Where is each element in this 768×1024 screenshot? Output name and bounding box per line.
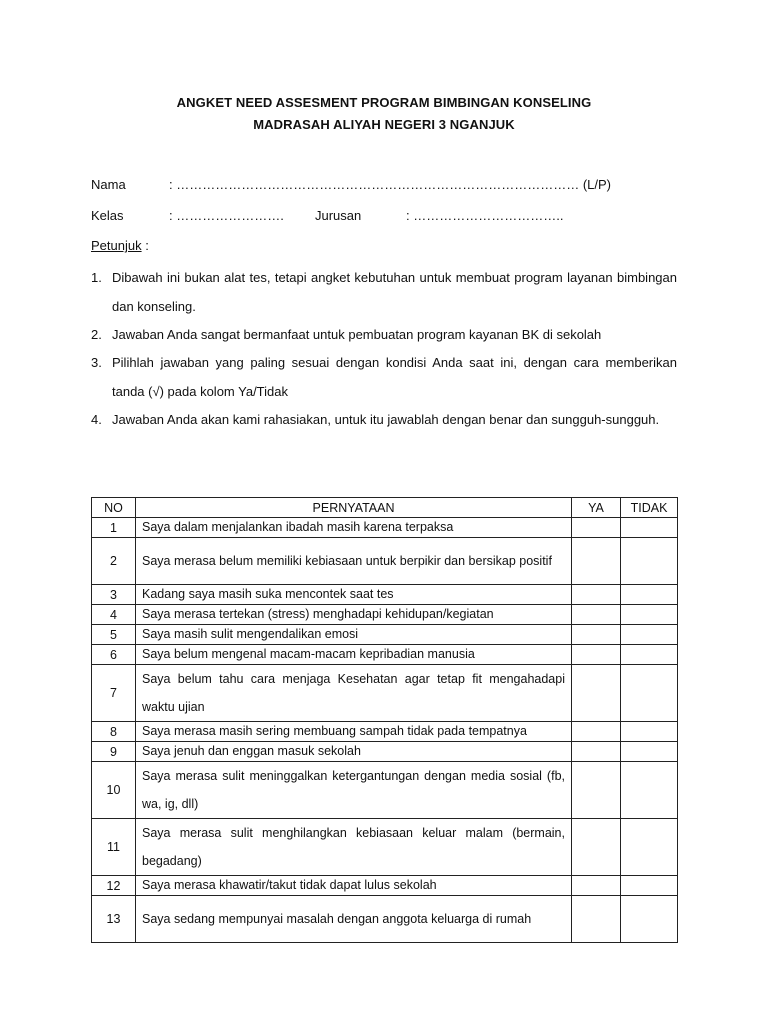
instruction-text: Jawaban Anda sangat bermanfaat untuk pembuatan program kayanan BK di sekolah (112, 327, 602, 342)
table-row (92, 722, 678, 742)
tidak-checkbox-cell[interactable] (621, 742, 678, 762)
table-row (92, 585, 678, 605)
ya-checkbox-cell[interactable] (572, 518, 621, 538)
instruction-number: 1. (91, 270, 102, 285)
instruction-item (91, 405, 677, 434)
header-ya: YA (572, 498, 621, 518)
row-statement: Saya merasa sulit menghilangkan kebiasaan keluar malam (bermain, begadang) (136, 819, 572, 876)
table-row (92, 762, 678, 819)
row-statement: Saya merasa masih sering membuang sampah tidak pada tempatnya (136, 722, 572, 742)
row-number: 11 (92, 819, 136, 876)
row-statement: Kadang saya masih suka mencontek saat tes (136, 585, 572, 605)
table-row (92, 819, 678, 876)
tidak-checkbox-cell[interactable] (621, 896, 678, 943)
row-number: 12 (92, 876, 136, 896)
tidak-checkbox-cell[interactable] (621, 538, 678, 585)
row-statement: Saya masih sulit mengendalikan emosi (136, 625, 572, 645)
header-no: NO (92, 498, 136, 518)
row-number: 5 (92, 625, 136, 645)
row-statement: Saya belum tahu cara menjaga Kesehatan agar tetap fit mengahadapi waktu ujian (136, 665, 572, 722)
instruction-number: 4. (91, 412, 102, 427)
row-number: 6 (92, 645, 136, 665)
row-statement: Saya sedang mempunyai masalah dengan anggota keluarga di rumah (136, 896, 572, 943)
table-row (92, 876, 678, 896)
ya-checkbox-cell[interactable] (572, 585, 621, 605)
row-statement: Saya merasa khawatir/takut tidak dapat lulus sekolah (136, 876, 572, 896)
row-number: 4 (92, 605, 136, 625)
row-number: 3 (92, 585, 136, 605)
row-number: 1 (92, 518, 136, 538)
tidak-checkbox-cell[interactable] (621, 518, 678, 538)
ya-checkbox-cell[interactable] (572, 742, 621, 762)
instruction-number: 3. (91, 355, 102, 370)
ya-checkbox-cell[interactable] (572, 665, 621, 722)
instruction-text: Jawaban Anda akan kami rahasiakan, untuk itu jawablah dengan benar dan sungguh-sungguh. (112, 412, 660, 427)
tidak-checkbox-cell[interactable] (621, 605, 678, 625)
instruction-item (91, 320, 677, 349)
document-subtitle: MADRASAH ALIYAH NEGERI 3 NGANJUK (253, 117, 515, 132)
table-row (92, 605, 678, 625)
tidak-checkbox-cell[interactable] (621, 665, 678, 722)
kelas-field[interactable]: : ……………………. (169, 208, 284, 223)
row-statement: Saya jenuh dan enggan masuk sekolah (136, 742, 572, 762)
row-statement: Saya merasa belum memiliki kebiasaan untuk berpikir dan bersikap positif (136, 538, 572, 585)
table-row (92, 538, 678, 585)
tidak-checkbox-cell[interactable] (621, 625, 678, 645)
ya-checkbox-cell[interactable] (572, 625, 621, 645)
document-title: ANGKET NEED ASSESMENT PROGRAM BIMBINGAN KONSELING (176, 95, 592, 110)
header-tidak: TIDAK (621, 498, 678, 518)
row-number: 8 (92, 722, 136, 742)
instructions-heading-label: Petunjuk (91, 238, 142, 253)
instruction-number: 2. (91, 327, 102, 342)
row-number: 2 (92, 538, 136, 585)
table-row (92, 742, 678, 762)
tidak-checkbox-cell[interactable] (621, 819, 678, 876)
instructions-heading (91, 238, 149, 253)
ya-checkbox-cell[interactable] (572, 762, 621, 819)
table-row (92, 518, 678, 538)
table-row (92, 625, 678, 645)
row-number: 9 (92, 742, 136, 762)
row-statement: Saya belum mengenal macam-macam kepribadian manusia (136, 645, 572, 665)
ya-checkbox-cell[interactable] (572, 605, 621, 625)
tidak-checkbox-cell[interactable] (621, 722, 678, 742)
instruction-text: Pilihlah jawaban yang paling sesuai dengan kondisi Anda saat ini, dengan cara memberikan tanda (√) pada kolom Ya/Tidak (112, 355, 677, 399)
ya-checkbox-cell[interactable] (572, 896, 621, 943)
row-number: 13 (92, 896, 136, 943)
tidak-checkbox-cell[interactable] (621, 645, 678, 665)
ya-checkbox-cell[interactable] (572, 538, 621, 585)
instruction-item (91, 263, 677, 321)
instruction-item (91, 348, 677, 406)
tidak-checkbox-cell[interactable] (621, 762, 678, 819)
instructions-heading-colon: : (141, 238, 149, 253)
ya-checkbox-cell[interactable] (572, 819, 621, 876)
row-statement: Saya merasa sulit meninggalkan ketergantungan dengan media sosial (fb, wa, ig, dll) (136, 762, 572, 819)
ya-checkbox-cell[interactable] (572, 722, 621, 742)
table-header-row (92, 498, 678, 518)
ya-checkbox-cell[interactable] (572, 876, 621, 896)
kelas-label: Kelas (91, 208, 124, 223)
tidak-checkbox-cell[interactable] (621, 585, 678, 605)
tidak-checkbox-cell[interactable] (621, 876, 678, 896)
row-statement: Saya dalam menjalankan ibadah masih karena terpaksa (136, 518, 572, 538)
jurusan-field[interactable]: : …………………………….. (406, 208, 564, 223)
row-number: 7 (92, 665, 136, 722)
nama-field[interactable]: : ………………………………………………………………………………… (L/P) (169, 177, 612, 192)
row-number: 10 (92, 762, 136, 819)
nama-label: Nama (91, 177, 126, 192)
table-row (92, 645, 678, 665)
header-statement: PERNYATAAN (136, 498, 572, 518)
table-row (92, 665, 678, 722)
jurusan-label: Jurusan (315, 208, 362, 223)
table-row (92, 896, 678, 943)
instruction-text: Dibawah ini bukan alat tes, tetapi angket kebutuhan untuk membuat program layanan bimbingan dan konseling. (112, 270, 677, 314)
questionnaire-table (91, 497, 678, 943)
row-statement: Saya merasa tertekan (stress) menghadapi kehidupan/kegiatan (136, 605, 572, 625)
ya-checkbox-cell[interactable] (572, 645, 621, 665)
